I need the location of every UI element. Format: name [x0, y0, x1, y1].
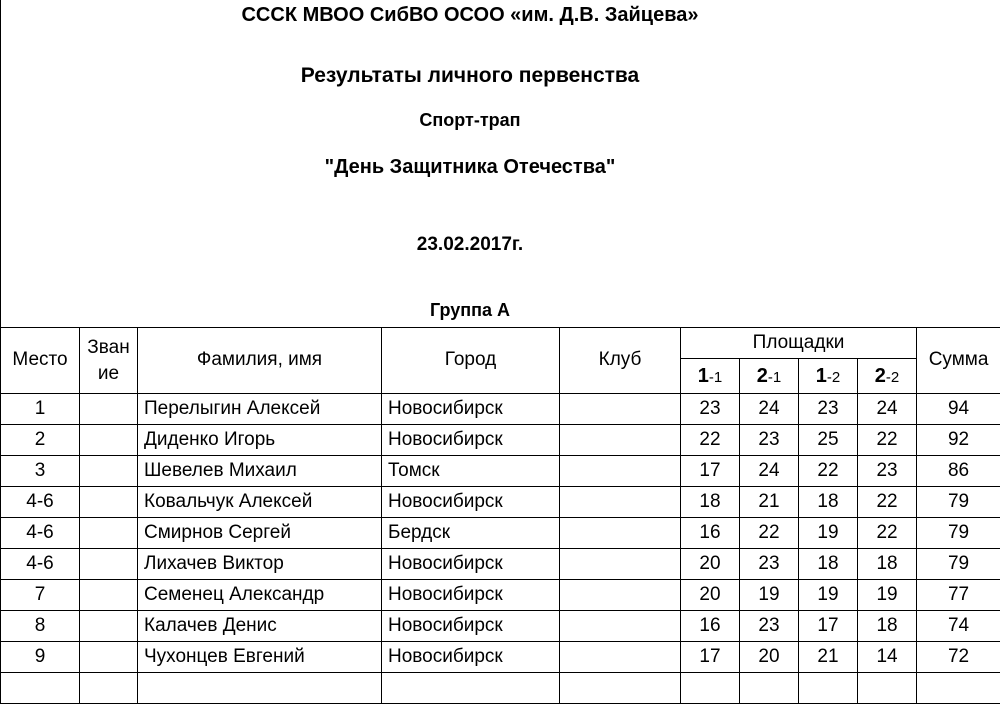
- cell-club: [560, 642, 681, 673]
- empty-cell: [740, 673, 799, 704]
- cell-rank: [80, 425, 138, 456]
- cell-score: 22: [858, 518, 917, 549]
- cell-sum: 79: [917, 518, 1000, 549]
- cell-name: Лихачев Виктор: [138, 549, 382, 580]
- empty-cell: [138, 673, 382, 704]
- cell-score: 21: [799, 642, 858, 673]
- cell-score: 25: [799, 425, 858, 456]
- cell-name: Диденко Игорь: [138, 425, 382, 456]
- empty-cell: [917, 673, 1000, 704]
- cell-score: 22: [858, 425, 917, 456]
- cell-place: 8: [1, 611, 80, 642]
- cell-place: 7: [1, 580, 80, 611]
- cell-score: 17: [799, 611, 858, 642]
- col-header-club: Клуб: [560, 328, 681, 394]
- empty-cell: [1, 673, 80, 704]
- col-header-place: Место: [1, 328, 80, 394]
- event-title: "День Защитника Отечества": [324, 156, 616, 178]
- cell-score: 18: [858, 549, 917, 580]
- cell-club: [560, 611, 681, 642]
- cell-rank: [80, 580, 138, 611]
- cell-score: 24: [740, 394, 799, 425]
- cell-place: 3: [1, 456, 80, 487]
- cell-score: 19: [799, 580, 858, 611]
- cell-city: Новосибирск: [382, 642, 560, 673]
- cell-city: Новосибирск: [382, 394, 560, 425]
- discipline-title: Спорт-трап: [419, 110, 521, 130]
- empty-cell: [858, 673, 917, 704]
- event-date: 23.02.2017г.: [416, 234, 524, 255]
- cell-score: 23: [740, 425, 799, 456]
- cell-score: 16: [681, 518, 740, 549]
- cell-club: [560, 549, 681, 580]
- cell-score: 24: [740, 456, 799, 487]
- table-row: [1, 425, 1000, 456]
- empty-cell: [799, 673, 858, 704]
- col-header-rank-line2: ие: [97, 362, 120, 384]
- cell-score: 18: [681, 487, 740, 518]
- cell-name: Калачев Денис: [138, 611, 382, 642]
- cell-score: 24: [858, 394, 917, 425]
- col-header-platforms: Площадки: [681, 328, 917, 359]
- cell-place: 4-6: [1, 487, 80, 518]
- table-row: [1, 456, 1000, 487]
- cell-place: 1: [1, 394, 80, 425]
- cell-score: 23: [740, 549, 799, 580]
- cell-score: 18: [858, 611, 917, 642]
- col-header-name: Фамилия, имя: [138, 328, 382, 394]
- cell-name: Семенец Александр: [138, 580, 382, 611]
- cell-score: 16: [681, 611, 740, 642]
- cell-rank: [80, 487, 138, 518]
- cell-place: 2: [1, 425, 80, 456]
- cell-score: 23: [740, 611, 799, 642]
- cell-sum: 79: [917, 487, 1000, 518]
- cell-place: 4-6: [1, 518, 80, 549]
- cell-score: 18: [799, 549, 858, 580]
- cell-score: 23: [858, 456, 917, 487]
- table-row: [1, 611, 1000, 642]
- cell-score: 19: [858, 580, 917, 611]
- cell-club: [560, 456, 681, 487]
- cell-score: 19: [740, 580, 799, 611]
- cell-score: 19: [799, 518, 858, 549]
- document-title: Результаты личного первенства: [300, 64, 640, 87]
- cell-score: 14: [858, 642, 917, 673]
- cell-club: [560, 394, 681, 425]
- cell-score: 23: [799, 394, 858, 425]
- cell-club: [560, 580, 681, 611]
- cell-score: 23: [681, 394, 740, 425]
- col-header-platform-2-2: 2-2: [858, 359, 917, 394]
- empty-cell: [80, 673, 138, 704]
- cell-rank: [80, 456, 138, 487]
- cell-score: 20: [740, 642, 799, 673]
- cell-rank: [80, 549, 138, 580]
- cell-club: [560, 487, 681, 518]
- cell-city: Новосибирск: [382, 425, 560, 456]
- cell-name: Ковальчук Алексей: [138, 487, 382, 518]
- cell-city: Новосибирск: [382, 487, 560, 518]
- cell-score: 22: [740, 518, 799, 549]
- cell-club: [560, 518, 681, 549]
- cell-rank: [80, 611, 138, 642]
- col-header-sum: Сумма: [917, 328, 1000, 394]
- cell-rank: [80, 642, 138, 673]
- cell-place: 9: [1, 642, 80, 673]
- col-header-platform-1-1: 1-1: [681, 359, 740, 394]
- col-header-rank-line1: Зван: [87, 336, 130, 358]
- cell-name: Шевелев Михаил: [138, 456, 382, 487]
- results-table: [0, 327, 1000, 704]
- cell-sum: 79: [917, 549, 1000, 580]
- cell-score: 17: [681, 456, 740, 487]
- cell-score: 20: [681, 549, 740, 580]
- empty-row: [1, 673, 1000, 704]
- table-row: [1, 394, 1000, 425]
- cell-name: Смирнов Сергей: [138, 518, 382, 549]
- cell-city: Новосибирск: [382, 549, 560, 580]
- cell-sum: 77: [917, 580, 1000, 611]
- cell-city: Бердск: [382, 518, 560, 549]
- col-header-city: Город: [382, 328, 560, 394]
- table-row: [1, 580, 1000, 611]
- cell-score: 17: [681, 642, 740, 673]
- group-title: Группа А: [429, 300, 511, 320]
- cell-sum: 92: [917, 425, 1000, 456]
- col-header-platform-1-2: 1-2: [799, 359, 858, 394]
- cell-rank: [80, 518, 138, 549]
- empty-cell: [382, 673, 560, 704]
- cell-city: Новосибирск: [382, 611, 560, 642]
- organization-title: СССК МВОО СибВО ОСОО «им. Д.В. Зайцева»: [241, 4, 699, 26]
- col-header-platform-2-1: 2-1: [740, 359, 799, 394]
- cell-score: 22: [799, 456, 858, 487]
- cell-city: Томск: [382, 456, 560, 487]
- table-row: [1, 487, 1000, 518]
- cell-city: Новосибирск: [382, 580, 560, 611]
- cell-club: [560, 425, 681, 456]
- table-row: [1, 518, 1000, 549]
- cell-rank: [80, 394, 138, 425]
- cell-sum: 72: [917, 642, 1000, 673]
- cell-score: 18: [799, 487, 858, 518]
- cell-score: 21: [740, 487, 799, 518]
- cell-sum: 86: [917, 456, 1000, 487]
- cell-name: Чухонцев Евгений: [138, 642, 382, 673]
- col-header-rank: [80, 328, 138, 394]
- header-row: [1, 328, 1000, 359]
- cell-score: 22: [681, 425, 740, 456]
- cell-place: 4-6: [1, 549, 80, 580]
- table-row: [1, 642, 1000, 673]
- cell-sum: 94: [917, 394, 1000, 425]
- table-row: [1, 549, 1000, 580]
- cell-score: 20: [681, 580, 740, 611]
- cell-score: 22: [858, 487, 917, 518]
- cell-name: Перелыгин Алексей: [138, 394, 382, 425]
- empty-cell: [560, 673, 681, 704]
- empty-cell: [681, 673, 740, 704]
- cell-sum: 74: [917, 611, 1000, 642]
